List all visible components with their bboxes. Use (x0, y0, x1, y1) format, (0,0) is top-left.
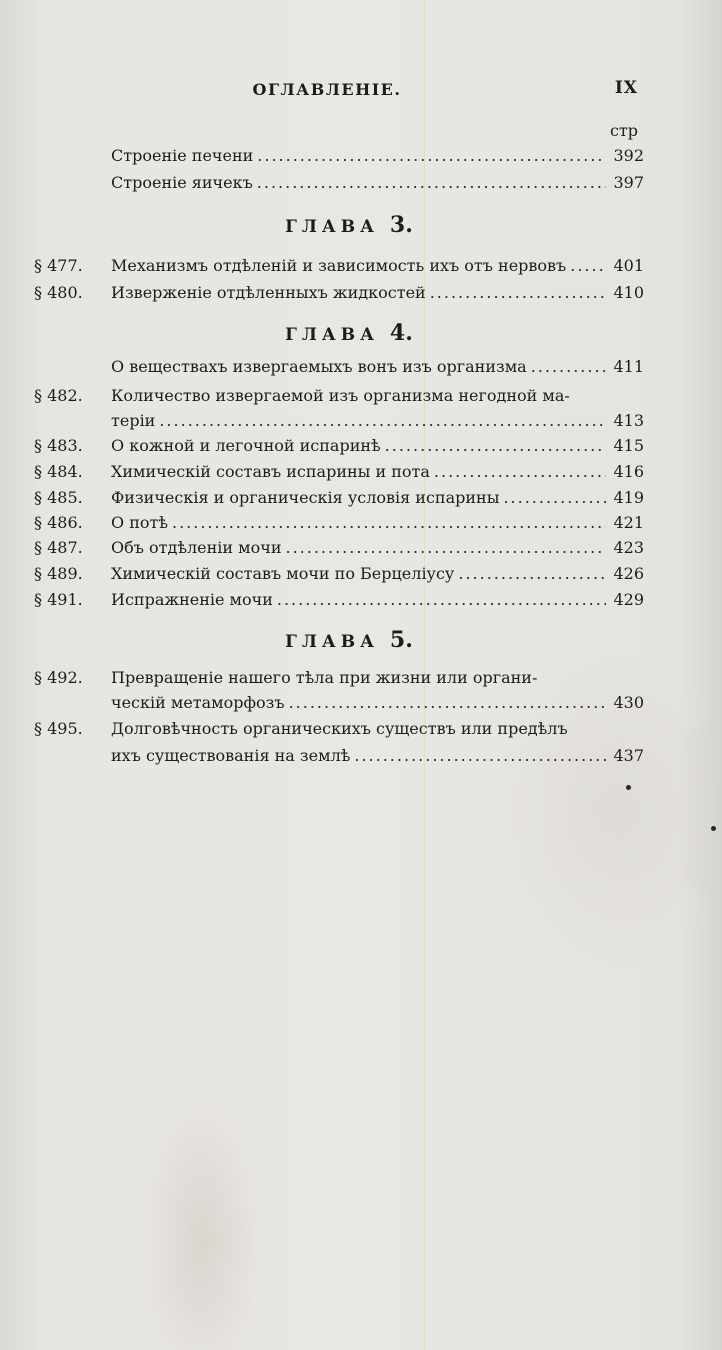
toc-section-number: § 492. (34, 668, 83, 687)
chapter-heading-3 (0, 212, 722, 238)
leader-dots (385, 433, 606, 459)
toc-entry (0, 665, 722, 691)
toc-entry-text: ческій метаморфозъ (111, 693, 285, 712)
toc-entry-text: О потѣ (111, 513, 168, 532)
toc-section-number: § 482. (34, 386, 83, 405)
chapter-number: 3. (389, 212, 413, 238)
leader-dots (159, 408, 606, 434)
toc-entry-text: О кожной и легочной испаринѣ (111, 436, 381, 455)
toc-entry (0, 716, 722, 742)
toc-page-number: 413 (613, 411, 644, 430)
leader-dots (458, 561, 606, 587)
toc-entry (0, 561, 722, 587)
toc-page-number: 416 (613, 462, 644, 481)
toc-entry-text: ихъ существованія на землѣ (111, 746, 351, 765)
chapter-word: ГЛАВА (285, 325, 379, 345)
toc-page-number (610, 716, 644, 742)
leader-dots (503, 485, 606, 511)
leader-dots (277, 587, 606, 613)
toc-page-number (610, 383, 644, 409)
leader-dots (257, 170, 606, 196)
leader-dots (434, 459, 606, 485)
toc-section-number: § 480. (34, 283, 83, 302)
toc-entry (0, 535, 722, 561)
toc-page-number: 410 (613, 283, 644, 302)
leader-dots (430, 280, 606, 306)
toc-section-number: § 495. (34, 719, 83, 738)
toc-section-number: § 485. (34, 488, 83, 507)
toc-section-number: § 484. (34, 462, 83, 481)
toc-entry (0, 280, 722, 306)
page-title (0, 80, 722, 99)
toc-page-number: 437 (613, 746, 644, 765)
toc-entry-text: теріи (111, 411, 156, 430)
toc-entry-text: Химическій составъ испарины и пота (111, 462, 430, 481)
toc-entry-text: Химическій составъ мочи по Берцеліусу (111, 564, 455, 583)
chapter-number: 4. (389, 320, 413, 346)
toc-entry-text: Объ отдѣленіи мочи (111, 538, 282, 557)
toc-page-number: 415 (613, 436, 644, 455)
toc-entry-text: Строеніе яичекъ (111, 173, 253, 192)
toc-entry-text: Количество извергаемой изъ организма негодной ма- (111, 386, 570, 405)
page-title-text: ОГЛАВЛЕНІЕ. (252, 80, 402, 99)
ink-speck (626, 785, 631, 790)
toc-entry-text: Механизмъ отдѣленій и зависимость ихъ отъ нервовъ (111, 256, 567, 275)
ink-speck (711, 826, 716, 831)
toc-section-number: § 489. (34, 564, 83, 583)
toc-entry (0, 253, 722, 279)
chapter-heading-5 (0, 627, 722, 653)
toc-entry-text: Физическія и органическія условія испарины (111, 488, 500, 507)
chapter-word: ГЛАВА (285, 632, 379, 652)
toc-entry (0, 143, 722, 169)
toc-entry (0, 485, 722, 511)
toc-page-number: 392 (613, 146, 644, 165)
toc-entry (0, 587, 722, 613)
toc-entry (0, 459, 722, 485)
toc-entry-text: Испражненіе мочи (111, 590, 273, 609)
toc-entry (0, 690, 722, 716)
toc-entry-text: О веществахъ извергаемыхъ вонъ изъ организма (111, 357, 527, 376)
toc-page-number: 421 (613, 513, 644, 532)
leader-dots (531, 354, 606, 380)
toc-page-number: 429 (613, 590, 644, 609)
leader-dots (289, 690, 606, 716)
toc-page-number: 401 (613, 256, 644, 275)
leader-dots (354, 743, 606, 769)
toc-page-number: 411 (613, 357, 644, 376)
leader-dots (172, 510, 606, 536)
chapter-word: ГЛАВА (285, 217, 379, 237)
toc-page-number: 430 (613, 693, 644, 712)
toc-entry (0, 743, 722, 769)
toc-entry (0, 510, 722, 536)
toc-section-number: § 491. (34, 590, 83, 609)
toc-entry-text: Превращеніе нашего тѣла при жизни или органи- (111, 668, 538, 687)
toc-entry (0, 170, 722, 196)
toc-page-number (610, 665, 644, 691)
toc-entry (0, 383, 722, 409)
leader-dots (257, 143, 606, 169)
toc-entry (0, 433, 722, 459)
chapter-heading-4 (0, 320, 722, 346)
toc-section-number: § 487. (34, 538, 83, 557)
toc-page-number: 397 (613, 173, 644, 192)
toc-page-number: 423 (613, 538, 644, 557)
toc-page-number: 419 (613, 488, 644, 507)
toc-entry-text: Изверженіе отдѣленныхъ жидкостей (111, 283, 426, 302)
page-number: IX (614, 78, 638, 98)
toc-entry-text: Строеніе печени (111, 146, 254, 165)
toc-entry (0, 354, 722, 380)
toc-page-number: 426 (613, 564, 644, 583)
toc-entry (0, 408, 722, 434)
toc-section-number: § 486. (34, 513, 83, 532)
toc-section-number: § 477. (34, 256, 83, 275)
page-column-label: стр (609, 121, 638, 140)
leader-dots (285, 535, 606, 561)
leader-dots (570, 253, 606, 279)
toc-entry-text: Долговѣчность органическихъ существъ или предѣлъ (111, 719, 568, 738)
chapter-number: 5. (389, 627, 413, 653)
toc-section-number: § 483. (34, 436, 83, 455)
